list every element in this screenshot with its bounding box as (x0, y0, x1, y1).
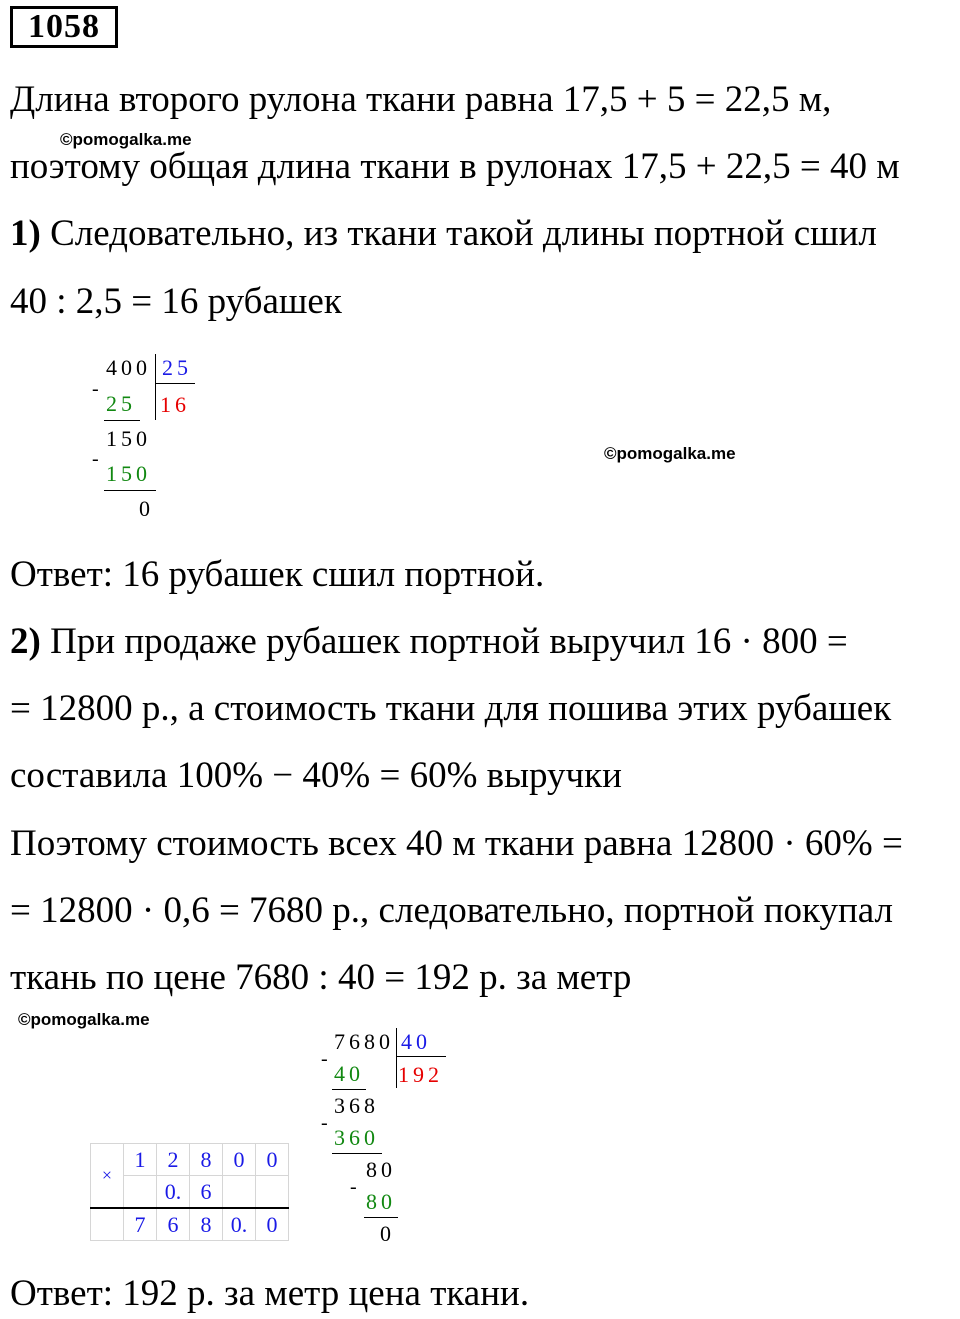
div1-underline-2 (104, 490, 156, 491)
div2-divisor-line (396, 1056, 446, 1057)
text-line-6: = 12800 р., а стоимость ткани для пошива этих рубашек (10, 688, 892, 729)
mult-digit-empty (91, 1208, 124, 1241)
div1-subtrahend-1: 25 (106, 391, 136, 416)
watermark: ©pomogalka.me (604, 444, 736, 463)
mult-digit: 1 (124, 1144, 157, 1176)
div2-vertical-line (396, 1028, 397, 1088)
watermark: ©pomogalka.me (18, 1010, 150, 1029)
div2-remainder-3: 0 (380, 1221, 395, 1246)
div1-subtrahend-2: 150 (106, 461, 151, 486)
part-1-label: 1) (10, 213, 41, 254)
div2-underline-2 (332, 1153, 382, 1154)
mult-result-digit: 0 (256, 1208, 289, 1241)
multiply-operator: × (91, 1144, 124, 1209)
text-line-10: ткань по цене 7680 : 40 = 192 р. за метр (10, 957, 632, 998)
div1-remainder-2: 0 (139, 496, 154, 521)
mult-digit-empty (256, 1176, 289, 1209)
div1-divisor-line (155, 383, 195, 384)
text-line-7: составила 100% − 40% = 60% выручки (10, 755, 622, 796)
div2-subtrahend-3: 80 (366, 1189, 396, 1214)
mult-digit: 2 (157, 1144, 190, 1176)
text-line-8: Поэтому стоимость всех 40 м ткани равна 12800 · 60% = (10, 823, 903, 864)
mult-digit: 8 (190, 1144, 223, 1176)
part-2-label: 2) (10, 621, 41, 662)
mult-digit: 0. (157, 1176, 190, 1209)
multiplication-grid (90, 1143, 289, 1241)
div1-underline-1 (104, 420, 140, 421)
div2-dividend: 7680 (334, 1029, 394, 1054)
div1-quotient: 16 (160, 392, 190, 417)
problem-number: 1058 (10, 6, 118, 48)
div2-remainder-2: 80 (366, 1157, 396, 1182)
mult-digit: 0 (223, 1144, 256, 1176)
div1-remainder-1: 150 (106, 426, 151, 451)
div2-underline-1 (332, 1089, 366, 1090)
mult-result-digit: 0. (223, 1208, 256, 1241)
div2-subtrahend-2: 360 (334, 1125, 379, 1150)
text-line-1: Длина второго рулона ткани равна 17,5 + 5 = 22,5 м, (10, 79, 832, 120)
mult-digit-empty (223, 1176, 256, 1209)
text-line-5-body: При продаже рубашек портной выручил 16 · 800 = (40, 621, 848, 662)
text-line-4: 40 : 2,5 = 16 рубашек (10, 281, 342, 322)
mult-result-digit: 7 (124, 1208, 157, 1241)
mult-digit: 6 (190, 1176, 223, 1209)
answer-1: Ответ: 16 рубашек сшил портной. (10, 554, 545, 595)
div2-remainder-1: 368 (334, 1093, 379, 1118)
mult-digit: 0 (256, 1144, 289, 1176)
watermark: ©pomogalka.me (60, 130, 192, 149)
mult-result-digit: 6 (157, 1208, 190, 1241)
div2-divisor: 40 (401, 1029, 431, 1054)
div2-quotient: 192 (398, 1062, 443, 1087)
div2-subtrahend-1: 40 (334, 1061, 364, 1086)
text-line-3-body: Следовательно, из ткани такой длины портной сшил (40, 213, 877, 254)
div1-vertical-line (155, 354, 156, 420)
text-line-3 (10, 212, 877, 256)
div1-minus-1: - (92, 378, 99, 400)
div1-minus-2: - (92, 448, 99, 470)
div2-minus-1: - (321, 1048, 328, 1070)
div1-dividend: 400 (106, 355, 151, 380)
div2-minus-3: - (350, 1176, 357, 1198)
answer-2: Ответ: 192 р. за метр цена ткани. (10, 1273, 530, 1314)
text-line-5 (10, 620, 848, 664)
mult-result-digit: 8 (190, 1208, 223, 1241)
text-line-9: = 12800 · 0,6 = 7680 р., следовательно, портной покупал (10, 890, 893, 931)
mult-digit-empty (124, 1176, 157, 1209)
div1-divisor: 25 (162, 355, 192, 380)
div2-underline-3 (364, 1217, 398, 1218)
div2-minus-2: - (321, 1112, 328, 1134)
text-line-2: поэтому общая длина ткани в рулонах 17,5 + 22,5 = 40 м (10, 146, 900, 187)
